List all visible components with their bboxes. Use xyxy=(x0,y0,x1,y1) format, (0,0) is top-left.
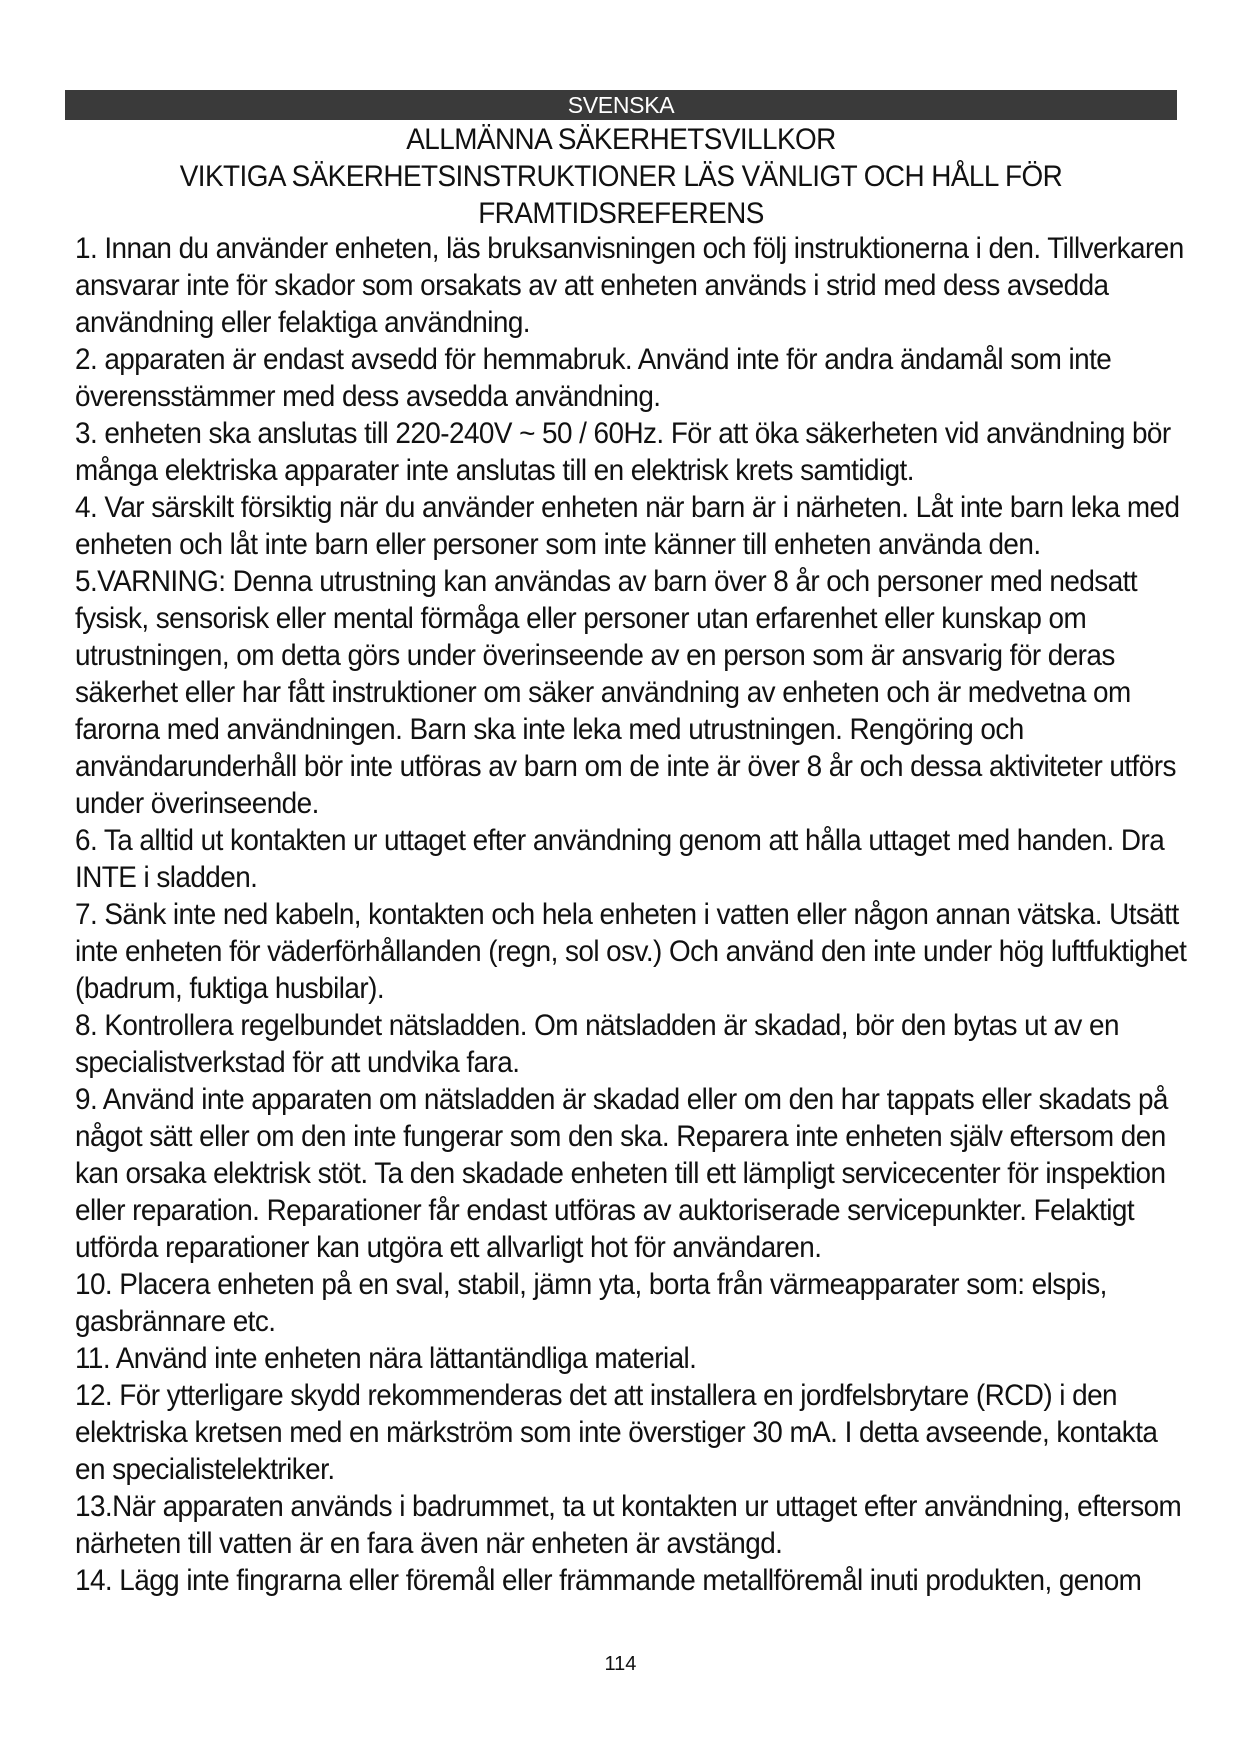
instruction-item-5: 5.VARNING: Denna utrustning kan användas av barn över 8 år och personer med nedsatt fysisk, sensorisk eller mental förmåga eller personer utan erfarenhet eller kunskap om utrustningen, om detta görs under överinseende av en person som är ansvarig för deras säkerhet eller har fått instruktioner om säker användning av enheten och är medvetna om farorna med användningen. Barn ska inte leka med utrustningen. Rengöring och användarunderhåll bör inte utföras av barn om de inte är över 8 år och dessa aktiviteter utförs under överinseende. xyxy=(75,565,1176,820)
instruction-item-8: 8. Kontrollera regelbundet nätsladden. Om nätsladden är skadad, bör den bytas ut av en specialistverkstad för att undvika fara. xyxy=(75,1009,1119,1079)
main-title: ALLMÄNNA SÄKERHETSVILLKOR xyxy=(406,123,836,156)
instruction-item-4: 4. Var särskilt försiktig när du använder enheten när barn är i närheten. Låt inte barn leka med enheten och låt inte barn eller personer som inte känner till enheten använda den. xyxy=(75,491,1180,561)
page-number: 114 xyxy=(604,1653,637,1675)
subtitle-line-2: FRAMTIDSREFERENS xyxy=(478,197,764,230)
instruction-item-10: 10. Placera enheten på en sval, stabil, jämn yta, borta från värmeapparater som: elspis, gasbrännare etc. xyxy=(75,1268,1107,1338)
instruction-item-7: 7. Sänk inte ned kabeln, kontakten och hela enheten i vatten eller någon annan vätska. Utsätt inte enheten för väderförhållanden (regn, sol osv.) Och använd den inte under hög luftfuktighet (badrum, fuktiga husbilar). xyxy=(75,898,1187,1005)
title-block xyxy=(104,121,1138,232)
instruction-item-11: 11. Använd inte enheten nära lättantändliga material. xyxy=(75,1342,697,1375)
instruction-item-9: 9. Använd inte apparaten om nätsladden är skadad eller om den har tappats eller skadats på något sätt eller om den inte fungerar som den ska. Reparera inte enheten själv eftersom den kan orsaka elektrisk stöt. Ta den skadade enheten till ett lämpligt servicecenter för inspektion eller reparation. Reparationer får endast utföras av auktoriserade servicepunkter. Felaktigt utförda reparationer kan utgöra ett allvarligt hot för användaren. xyxy=(75,1083,1168,1264)
instruction-item-13: 13.När apparaten används i badrummet, ta ut kontakten ur uttaget efter användning, eftersom närheten till vatten är en fara även när enheten är avstängd. xyxy=(75,1490,1182,1560)
instruction-item-1: 1. Innan du använder enheten, läs bruksanvisningen och följ instruktionerna i den. Tillverkaren ansvarar inte för skador som orsakats av att enheten används i strid med dess avsedda användning eller felaktiga användning. xyxy=(75,232,1184,339)
safety-instructions-list xyxy=(75,230,1191,1599)
language-header-bar xyxy=(65,90,1177,120)
instruction-item-2: 2. apparaten är endast avsedd för hemmabruk. Använd inte för andra ändamål som inte överensstämmer med dess avsedda användning. xyxy=(75,343,1112,413)
instruction-item-6: 6. Ta alltid ut kontakten ur uttaget efter användning genom att hålla uttaget med handen. Dra INTE i sladden. xyxy=(75,824,1165,894)
instruction-item-14: 14. Lägg inte fingrarna eller föremål eller främmande metallföremål inuti produkten, genom xyxy=(75,1564,1142,1597)
subtitle-line-1: VIKTIGA SÄKERHETSINSTRUKTIONER LÄS VÄNLIGT OCH HÅLL FÖR xyxy=(179,160,1063,193)
language-label: SVENSKA xyxy=(567,92,675,118)
instruction-item-3: 3. enheten ska anslutas till 220-240V ~ 50 / 60Hz. För att öka säkerheten vid användning bör många elektriska apparater inte anslutas till en elektrisk krets samtidigt. xyxy=(75,417,1171,487)
instruction-item-12: 12. För ytterligare skydd rekommenderas det att installera en jordfelsbrytare (RCD) i den elektriska kretsen med en märkström som inte överstiger 30 mA. I detta avseende, kontakta en specialistelektriker. xyxy=(75,1379,1158,1486)
